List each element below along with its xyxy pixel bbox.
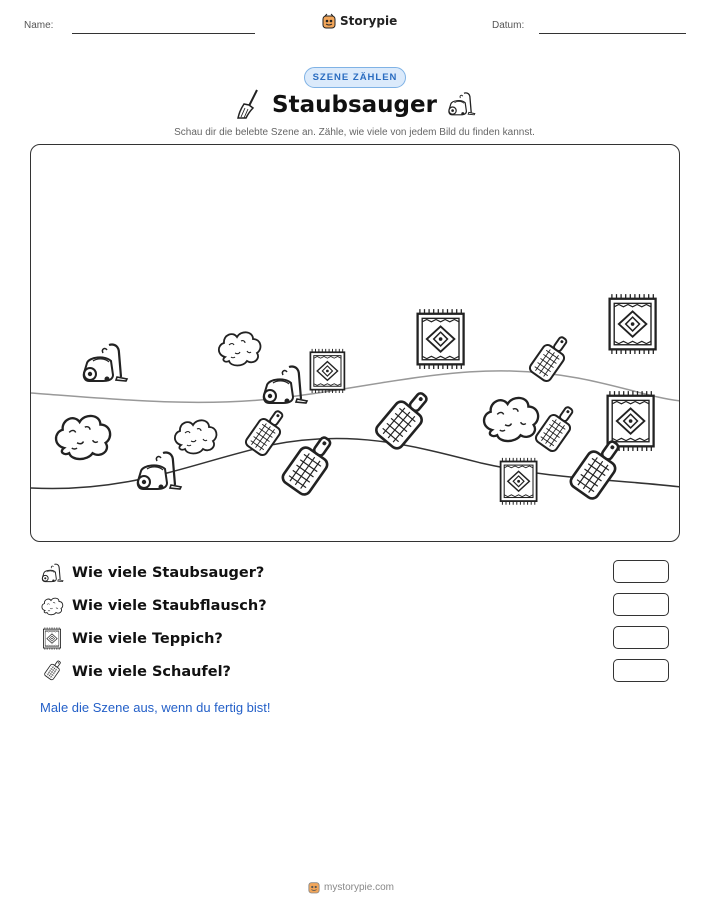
rug-icon: [418, 309, 464, 369]
name-line[interactable]: [72, 33, 255, 34]
vacuum-icon: [84, 344, 127, 381]
question-row: [40, 594, 267, 618]
question-text: Wie viele Staubflausch?: [72, 598, 267, 614]
vacuum-icon: [40, 562, 64, 584]
answer-box-vacuum[interactable]: [613, 560, 669, 583]
coloring-note: Male die Szene aus, wenn du fertig bist!: [40, 700, 271, 715]
scene-drawing: [31, 145, 680, 542]
answer-box-dust[interactable]: [613, 593, 669, 616]
website-link[interactable]: mystorypie.com: [324, 881, 395, 893]
dustpan-icon: [244, 406, 290, 457]
question-text: Wie viele Staubsauger?: [72, 565, 265, 581]
name-label: Name:: [24, 20, 54, 31]
vacuum-icon: [264, 366, 307, 403]
dust-bunny-icon: [56, 416, 110, 459]
section-badge: SZENE ZÄHLEN: [304, 67, 406, 88]
answer-box-rug[interactable]: [613, 626, 669, 649]
question-text: Wie viele Schaufel?: [72, 664, 231, 680]
storypie-logo-icon: [308, 880, 320, 894]
question-row: [40, 660, 231, 684]
vacuum-icon: [138, 452, 181, 489]
dustpan-icon: [528, 332, 574, 383]
question-text: Wie viele Teppich?: [72, 631, 223, 647]
dustpan-icon: [534, 402, 580, 453]
instructions: Schau dir die belebte Szene an. Zähle, wie viele von jedem Bild du finden kannst.: [174, 127, 535, 138]
dustpan-icon: [40, 660, 64, 684]
dust-bunny-icon: [219, 332, 261, 365]
footer-brand: [308, 880, 394, 894]
rug-icon: [501, 458, 537, 505]
date-label: Datum:: [492, 20, 525, 31]
page-title: Staubsauger: [272, 92, 437, 118]
date-line[interactable]: [539, 33, 686, 34]
answer-box-dustpan[interactable]: [613, 659, 669, 682]
vacuum-title-icon: [446, 88, 476, 120]
question-row: [40, 627, 223, 651]
dust-bunny-icon: [484, 398, 538, 441]
dust-bunny-icon: [40, 595, 64, 617]
question-row: [40, 561, 264, 585]
brand-name: Storypie: [340, 14, 398, 28]
counting-scene: [30, 144, 680, 542]
hill-line-back: [31, 371, 680, 402]
rug-icon: [610, 294, 656, 354]
dust-bunny-icon: [175, 420, 217, 453]
storypie-logo-icon: [322, 13, 336, 29]
brand-logo: [322, 13, 397, 29]
rug-icon: [310, 349, 344, 393]
rug-icon: [40, 627, 64, 651]
